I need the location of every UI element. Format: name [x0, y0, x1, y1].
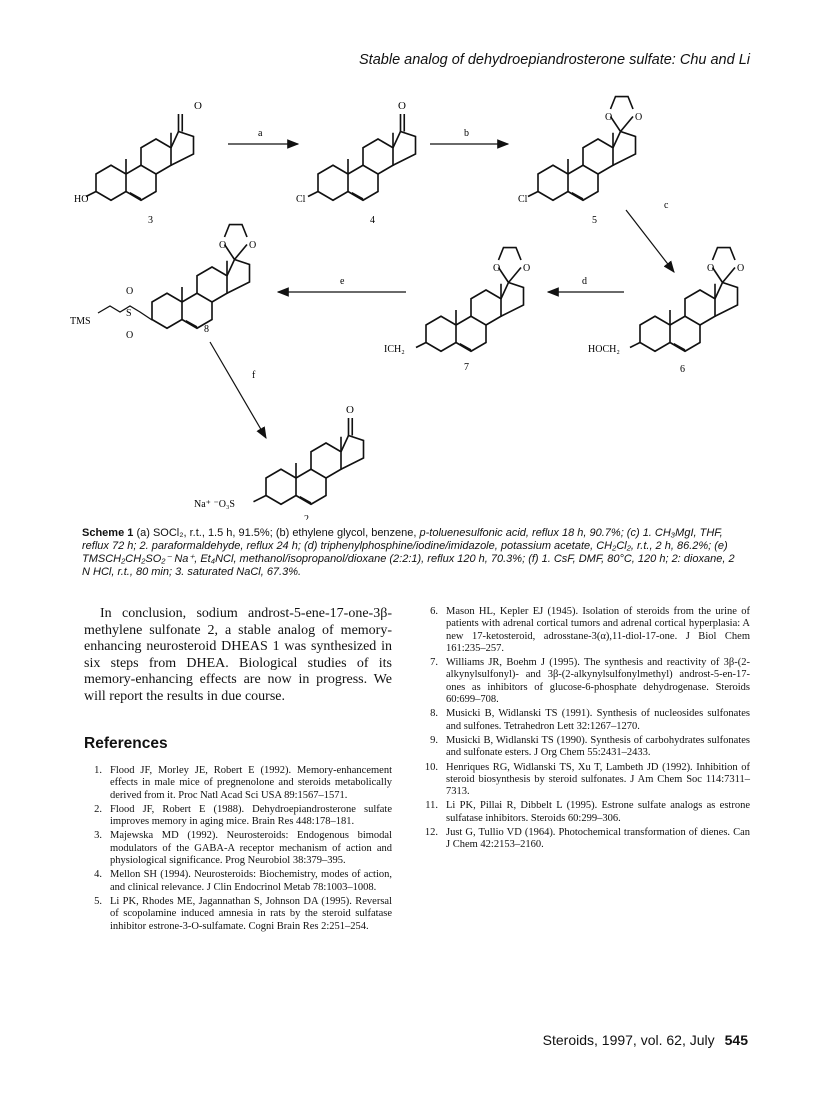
page-footer [543, 1032, 748, 1048]
compound-label-2: 2 [304, 514, 309, 520]
sulfur-atom-8: S [126, 308, 132, 319]
left-column [84, 606, 392, 935]
compound-label-8: 8 [204, 324, 209, 335]
ketal-oxygen-7a: O [493, 263, 501, 274]
caption-text-plain: (a) SOCl₂, r.t., 1.5 h, 91.5%; (b) ethylene glycol, benzene, [136, 527, 420, 539]
reference-item: 2. Flood JF, Robert E (1988). Dehydroepiandrosterone sulfate improves memory in aging mice. Brain Res 448:178–181. [94, 803, 392, 828]
reference-item: 8. Musicki B, Widlanski TS (1991). Synthesis of nucleosides sulfonates and sulfones. Tetrahedron Lett 32:1267–1270. [430, 708, 750, 732]
arrow-f [210, 342, 266, 438]
substituent-tms: TMS [70, 316, 91, 327]
references-heading: References [84, 735, 168, 752]
right-column [420, 606, 750, 854]
substituent-ho: HO [74, 194, 89, 205]
substituent-ich2: ICH₂ [384, 344, 405, 355]
substituent-sulfonate: Na⁺ ⁻O₃S [194, 499, 235, 510]
reference-item: 5. Li PK, Rhodes ME, Jagannathan S, Johnson DA (1995). Reversal of scopolamine induced amnesia in rats by the steroid sulfatase inhibitor estrone-3-O-sulfamate. Cogni Brain Res 2:251–254. [94, 895, 392, 932]
step-e: e [340, 276, 345, 287]
ketal-oxygen-6a: O [707, 263, 715, 274]
ketal-oxygen-5b: O [635, 112, 643, 123]
page-number: 545 [724, 1032, 748, 1048]
substituent-cl-4: Cl [296, 194, 306, 205]
reference-item: 4. Mellon SH (1994). Neurosteroids: Biochemistry, modes of action, and clinical relevance. J Clin Endocrinol Metab 78:1003–1008. [94, 869, 392, 893]
step-b: b [464, 128, 469, 139]
step-d: d [582, 276, 587, 287]
arrow-c [626, 210, 674, 272]
scheme-caption [82, 527, 742, 579]
ketal-oxygen-8b: O [249, 240, 257, 251]
reference-item: 7. Williams JR, Boehm J (1995). The synthesis and reactivity of 3β-(2-alkynylsulfonyl)- and 3β-(2-alkynylsulfonylmethyl) androst-5-en-17-ones as inhibitors of glucose-6-phosphate dehydrogenase. Steroids 60:699–708. [430, 657, 750, 706]
caption-label: Scheme 1 [82, 527, 134, 539]
compound-label-4: 4 [370, 215, 375, 226]
reference-item: 6. Mason HL, Kepler EJ (1945). Isolation of steroids from the urine of patients with adrenal cortical tumors and adrenal cortical hyperplasia: A new 17-ketosteroid, adrosstane-3(α),11-diol-17-one. J Biol Chem 161:235–257. [430, 606, 750, 654]
ketal-oxygen-8a: O [219, 240, 227, 251]
conclusion-paragraph: In conclusion, sodium androst-5-ene-17-one-3β-methylene sulfonate 2, a stable analog of memory-enhancing neurosteroid DHEAS 1 was synthesized in six steps from DHEA. Biological studies of its memory-enhancing effects are now in progress. We will report the results in due course. [84, 606, 392, 704]
reference-item: 10. Henriques RG, Widlanski TS, Xu T, Lambeth JD (1992). Inhibition of steroid biosynthesis by steroid sulfonates. J Am Chem Soc 114:7311–7313. [424, 761, 750, 798]
compound-label-5: 5 [592, 215, 597, 226]
reaction-scheme [60, 80, 760, 520]
journal-citation: Steroids, 1997, vol. 62, July [542, 1032, 715, 1048]
references-list-left [84, 765, 392, 933]
ketal-oxygen-6b: O [737, 263, 745, 274]
sulfone-oxygen-8a: O [126, 286, 134, 297]
ketal-oxygen-7b: O [523, 263, 531, 274]
ketone-oxygen-2: O [346, 404, 354, 416]
references-list-right [420, 606, 750, 852]
ketone-oxygen-3: O [194, 100, 202, 112]
caption-text-italic: p-toluenesulfonic acid, reflux 18 h, 90.7%; (c) 1. CH₃MgI, THF, reflux 72 h; 2. paraformaldehyde, reflux 24 h; (d) triphenylphosphine/iodine/imidazole, potassium acetate, CH₂Cl₂, r.t., 2 h, 86.2%; (e) TMSCH₂CH₂SO₂⁻ Na⁺, Et₄NCl, methanol/isopropanol/dioxane (2:2:1), reflux 120 h, 70.3%; (f) 1. CsF, DMF, 80°C, 120 h; 2: dioxane, 2 N HCl, r.t., 80 min; 3. saturated NaCl, 67.3%. [82, 527, 735, 578]
compound-label-6: 6 [680, 364, 685, 375]
reference-item: 9. Musicki B, Widlanski TS (1990). Synthesis of carbohydrates sulfonates and sulfonate esters. J Org Chem 55:2431–2433. [430, 734, 750, 759]
substituent-cl-5: Cl [518, 194, 528, 205]
compound-label-7: 7 [464, 362, 469, 373]
step-a: a [258, 128, 263, 139]
ketal-oxygen-5a: O [605, 112, 613, 123]
ketone-oxygen-4: O [398, 100, 406, 112]
reference-item: 3. Majewska MD (1992). Neurosteroids: Endogenous bimodal modulators of the GABA-A receptor mechanism of action and physiological significance. Prog Neurobiol 38:379–395. [94, 830, 392, 867]
sulfone-side-chain [98, 306, 152, 320]
reference-item: 11. Li PK, Pillai R, Dibbelt L (1995). Estrone sulfate analogs as estrone sulfatase inhibitors. Steroids 60:299–306. [425, 800, 750, 824]
compound-label-3: 3 [148, 215, 153, 226]
reference-item: 1. Flood JF, Morley JE, Robert E (1992). Memory-enhancement effects in male mice of pregnenolone and steroids metabolically derived from it. Proc Natl Acad Sci USA 89:1567–1571. [94, 765, 392, 801]
step-f: f [252, 370, 256, 381]
reference-item: 12. Just G, Tullio VD (1964). Photochemical transformation of dienes. Can J Chem 42:2153–2160. [424, 827, 750, 851]
substituent-hoch2: HOCH₂ [588, 344, 620, 355]
step-c: c [664, 200, 669, 211]
running-header: Stable analog of dehydroepiandrosterone sulfate: Chu and Li [359, 52, 750, 68]
sulfone-oxygen-8b: O [126, 330, 134, 341]
